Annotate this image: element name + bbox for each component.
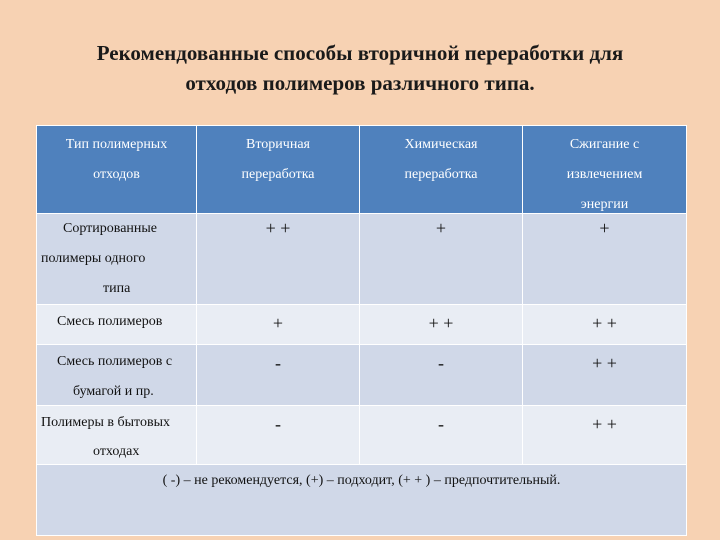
row-label-text: полимеры одного: [41, 251, 146, 266]
header-text: Тип полимерных: [65, 137, 168, 152]
header-waste-type: [37, 126, 197, 214]
row-label-text: отходах: [93, 444, 140, 459]
cell-chemical: [360, 305, 523, 345]
header-chemical-processing: [360, 126, 523, 214]
row-label-text: бумагой и пр.: [73, 384, 154, 399]
row-label: [37, 406, 197, 465]
row-label: [37, 305, 197, 345]
cell-chemical: [360, 345, 523, 406]
cell-value: + +: [592, 313, 617, 333]
header-incineration: [523, 126, 687, 214]
title-line-1: Рекомендованные способы вторичной переработки для: [96, 41, 624, 65]
table-header-row: [37, 126, 687, 214]
legend-note: ( -) – не рекомендуется, (+) – подходит, (+ + ) – предпочтительный.: [162, 473, 561, 488]
header-text: переработка: [404, 167, 478, 182]
table-row: [37, 345, 687, 406]
title-line-2: отходов полимеров различного типа.: [185, 71, 535, 95]
row-label: [37, 345, 197, 406]
cell-secondary: [197, 214, 360, 305]
cell-incineration: [523, 345, 687, 406]
cell-value: -: [275, 414, 281, 434]
row-label-text: типа: [103, 281, 131, 296]
cell-secondary: [197, 345, 360, 406]
recycling-methods-table: [36, 125, 687, 536]
cell-secondary: [197, 305, 360, 345]
header-text: переработка: [241, 167, 315, 182]
cell-incineration: [523, 305, 687, 345]
cell-value: -: [438, 414, 444, 434]
row-label-text: Смесь полимеров: [57, 314, 163, 329]
table-row: [37, 305, 687, 345]
cell-value: -: [438, 353, 444, 373]
header-text: Сжигание с: [569, 137, 640, 152]
cell-value: + +: [592, 353, 617, 373]
cell-value: +: [435, 218, 447, 238]
cell-value: +: [272, 313, 284, 333]
table-row: [37, 406, 687, 465]
row-label-text: Сортированные: [63, 221, 158, 236]
cell-value: + +: [265, 218, 291, 238]
cell-secondary: [197, 406, 360, 465]
cell-incineration: [523, 406, 687, 465]
cell-value: +: [599, 218, 610, 238]
header-secondary-processing: [197, 126, 360, 214]
row-label-text: Смесь полимеров с: [57, 354, 173, 369]
cell-value: + +: [428, 313, 454, 333]
header-text: извлечением: [566, 167, 643, 182]
header-text: Вторичная: [246, 137, 310, 152]
cell-value: + +: [592, 414, 617, 434]
header-text: энергии: [580, 197, 629, 212]
cell-value: -: [275, 353, 281, 373]
row-label: [37, 214, 197, 305]
table-row: [37, 214, 687, 305]
cell-chemical: [360, 406, 523, 465]
cell-chemical: [360, 214, 523, 305]
slide-title: [20, 38, 700, 98]
legend-cell: [37, 465, 687, 536]
legend-row: [37, 465, 687, 536]
header-text: отходов: [93, 167, 140, 182]
row-label-text: Полимеры в бытовых: [41, 415, 170, 430]
cell-incineration: [523, 214, 687, 305]
header-text: Химическая: [404, 137, 478, 152]
